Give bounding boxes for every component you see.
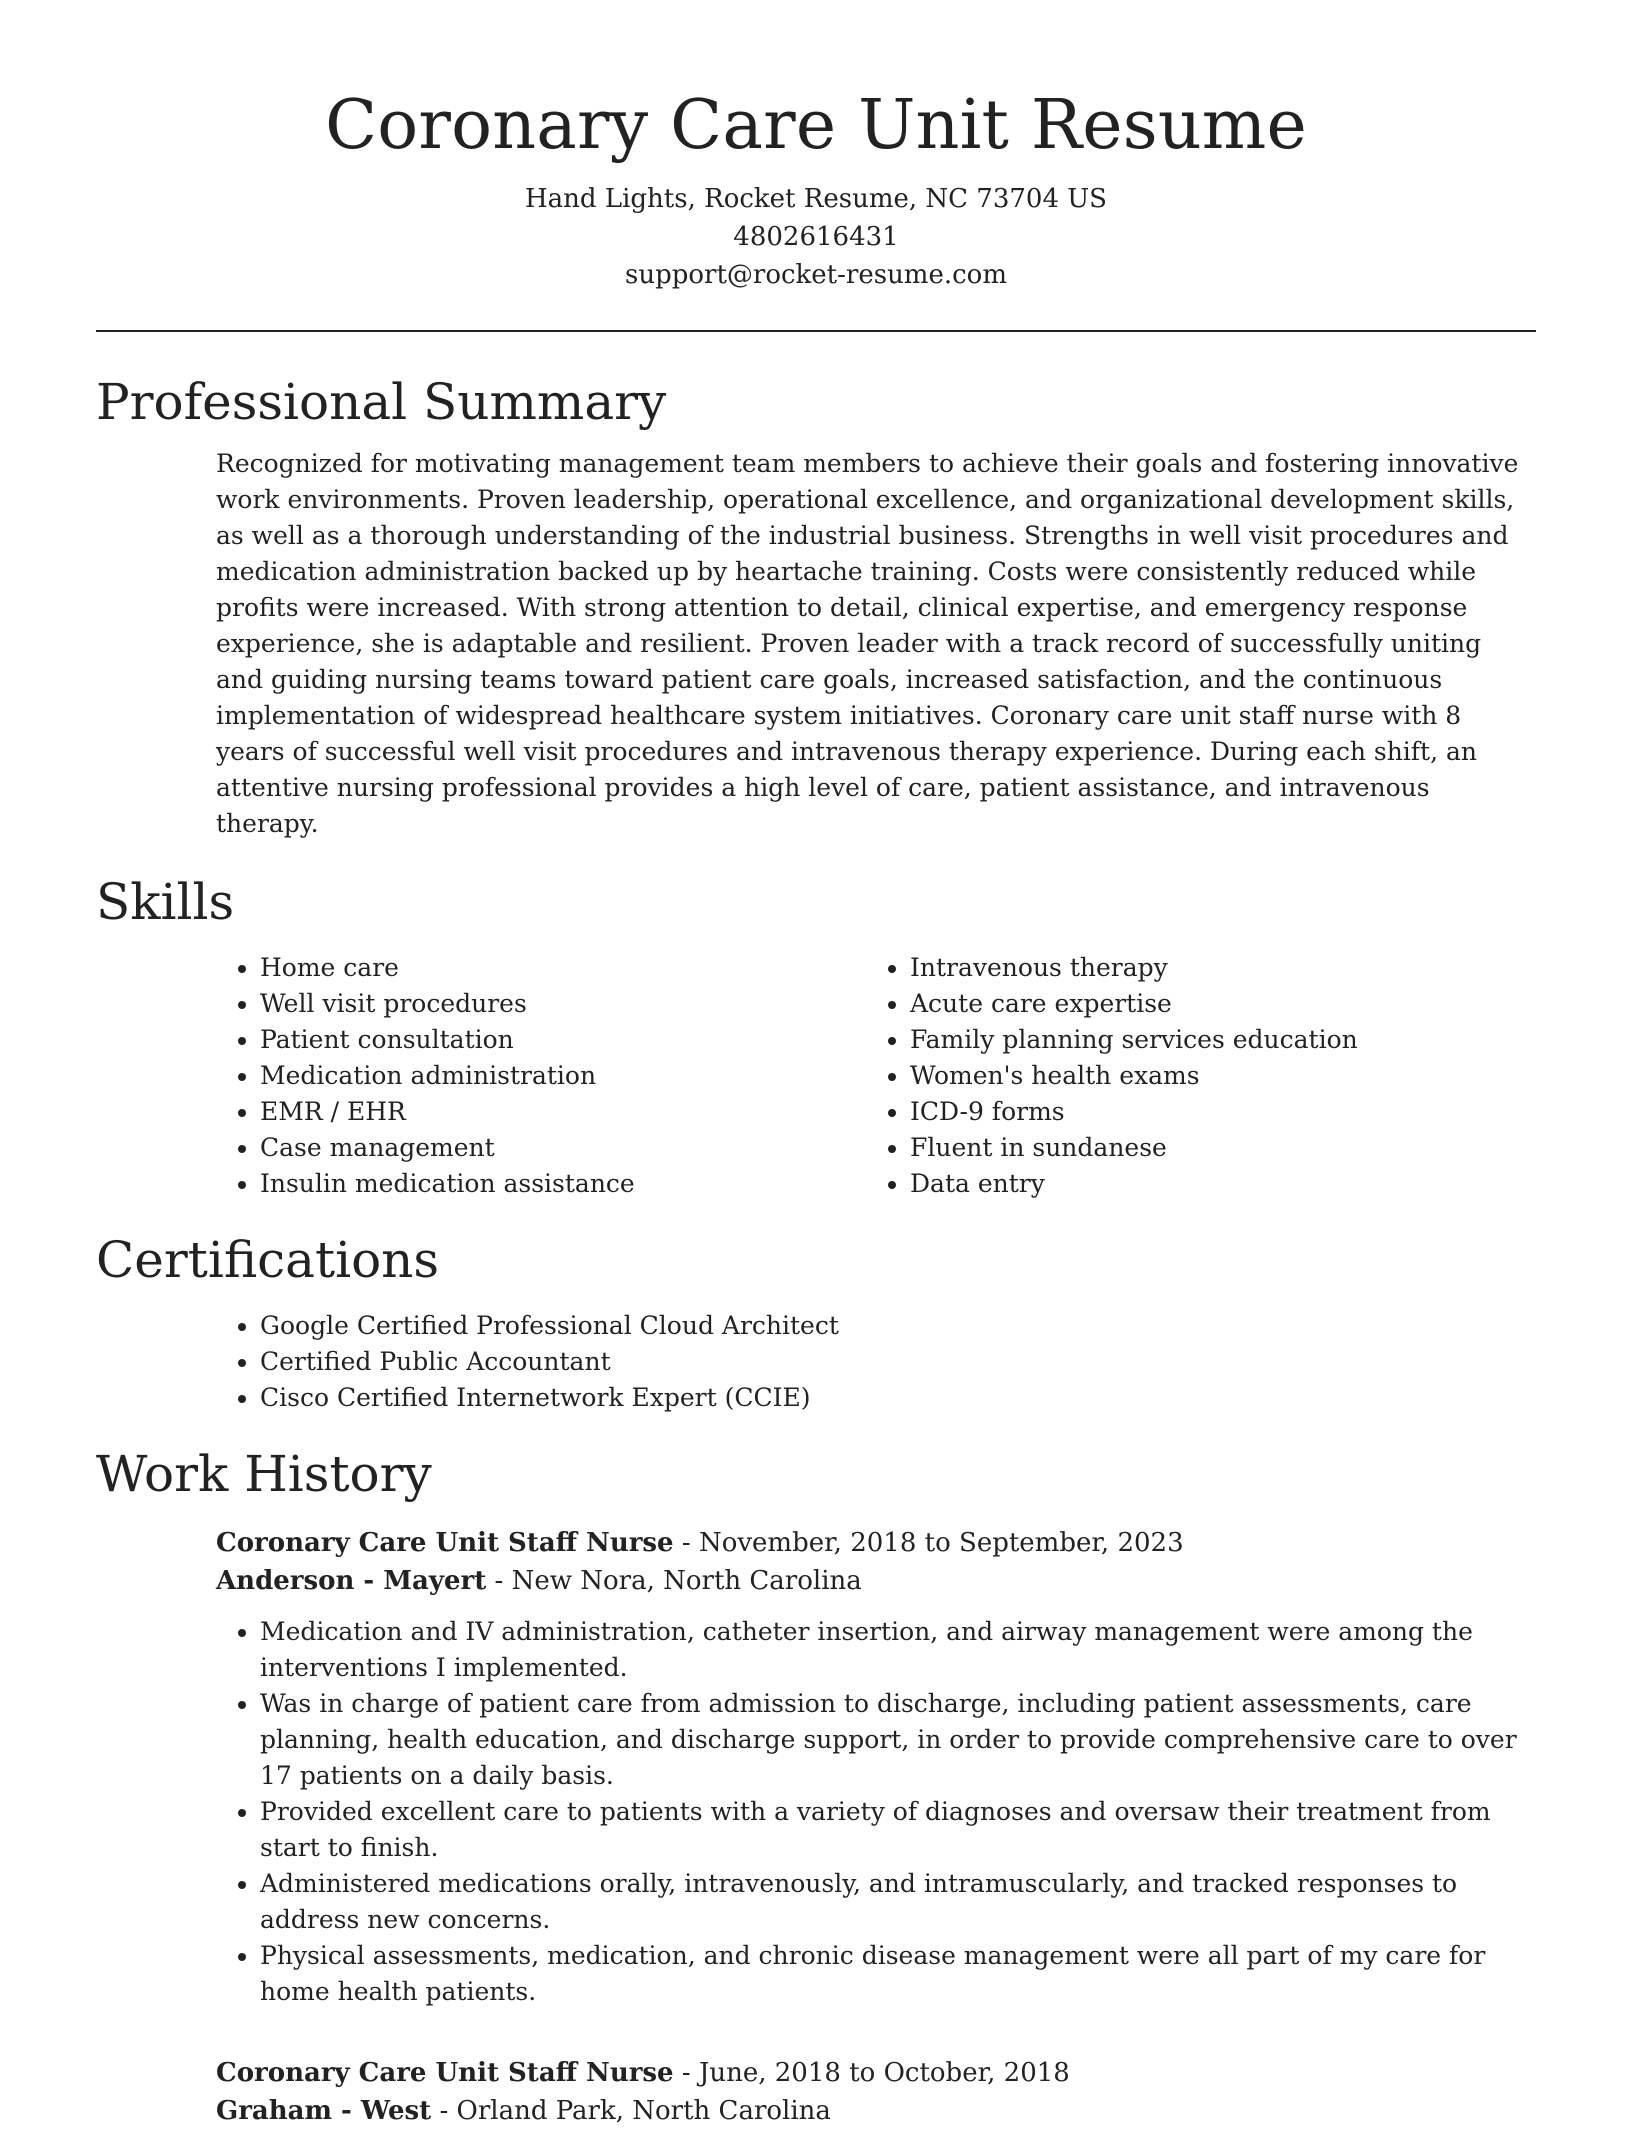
skill-item: • EMR / EHR	[260, 1094, 866, 1130]
separator: -	[673, 1528, 699, 1558]
certification-item: • Certified Public Accountant	[260, 1344, 1536, 1380]
job-title: Coronary Care Unit Staff Nurse	[216, 1528, 674, 1558]
skill-item: • Fluent in sundanese	[910, 1130, 1516, 1166]
resume-title: Coronary Care Unit Resume	[325, 86, 1307, 165]
duty-item: • Medication and IV administration, catheter insertion, and airway management were among the interventions I implemented.	[260, 1614, 1536, 1686]
duty-item: • Provided excellent care to patients with a variety of diagnoses and oversaw their treatment from start to finish.	[260, 1794, 1536, 1866]
skill-item: • Family planning services education	[910, 1022, 1516, 1058]
duty-item: • Physical assessments, medication, and chronic disease management were all part of my care for home health patients.	[260, 1938, 1536, 2010]
job-company-line	[216, 1562, 1536, 1600]
job-title-line	[216, 1524, 1536, 1562]
job-duties	[216, 1614, 1536, 2010]
job-location: New Nora, North Carolina	[511, 1566, 862, 1596]
job-entry	[216, 1524, 1536, 2010]
skill-item: • Data entry	[910, 1166, 1516, 1202]
summary-heading: Professional Summary	[96, 373, 667, 431]
header-divider	[96, 330, 1536, 332]
job-title: Coronary Care Unit Staff Nurse	[216, 2058, 674, 2088]
certifications-section	[96, 1226, 1536, 1416]
job-company-line	[216, 2092, 1536, 2130]
contact-email: support@rocket-resume.com	[624, 260, 1007, 290]
duty-item: • Administered medications orally, intravenously, and intramuscularly, and tracked responses to address new concerns.	[260, 1866, 1536, 1938]
contact-phone: 4802616431	[733, 222, 899, 252]
job-dates: June, 2018 to October, 2018	[698, 2058, 1070, 2088]
skill-item: • Patient consultation	[260, 1022, 866, 1058]
summary-text: Recognized for motivating management team members to achieve their goals and fostering innovative work environments. Proven leadership, operational excellence, and organizational development skills, as well as a thorough understanding of the industrial business. Strengths in well visit procedures and medication administration backed up by heartache training. Costs were consistently reduced while profits were increased. With strong attention to detail, clinical expertise, and emergency response experience, she is adaptable and resilient. Proven leader with a track record of successfully uniting and guiding nursing teams toward patient care goals, increased satisfaction, and the continuous implementation of widespread healthcare system initiatives. Coronary care unit staff nurse with 8 years of successful well visit procedures and intravenous therapy experience. During each shift, an attentive nursing professional provides a high level of care, patient assistance, and intravenous therapy.	[216, 449, 1519, 838]
skill-item: • Acute care expertise	[910, 986, 1516, 1022]
job-title-line	[216, 2054, 1536, 2092]
separator: -	[431, 2096, 457, 2126]
separator: -	[673, 2058, 699, 2088]
work-history-section	[96, 1440, 1536, 2130]
certifications-list	[216, 1308, 1536, 1416]
certifications-heading: Certifications	[96, 1231, 440, 1289]
resume-header	[96, 0, 1536, 294]
skills-section	[96, 868, 1536, 1202]
skill-item: • Home care	[260, 950, 866, 986]
separator: -	[486, 1566, 512, 1596]
job-company: Anderson - Mayert	[216, 1566, 487, 1596]
skill-item: • Insulin medication assistance	[260, 1166, 866, 1202]
skill-item: • Case management	[260, 1130, 866, 1166]
job-dates: November, 2018 to September, 2023	[698, 1528, 1184, 1558]
skills-grid	[216, 950, 1536, 1202]
certification-item: • Google Certified Professional Cloud Architect	[260, 1308, 1536, 1344]
summary-section	[96, 368, 1536, 842]
certification-item: • Cisco Certified Internetwork Expert (CCIE)	[260, 1380, 1536, 1416]
work-history-heading: Work History	[96, 1445, 432, 1503]
job-company: Graham - West	[216, 2096, 432, 2126]
job-location: Orland Park, North Carolina	[456, 2096, 831, 2126]
contact-address: Hand Lights, Rocket Resume, NC 73704 US	[525, 184, 1107, 214]
skills-column-left	[216, 950, 866, 1202]
job-entry	[216, 2054, 1536, 2130]
skill-item: • Well visit procedures	[260, 986, 866, 1022]
duty-item: • Was in charge of patient care from admission to discharge, including patient assessments, care planning, health education, and discharge support, in order to provide comprehensive care to over 17 patients on a daily basis.	[260, 1686, 1536, 1794]
skill-item: • Medication administration	[260, 1058, 866, 1094]
skill-item: • ICD-9 forms	[910, 1094, 1516, 1130]
skill-item: • Intravenous therapy	[910, 950, 1516, 986]
skills-heading: Skills	[96, 873, 235, 931]
skills-column-right	[866, 950, 1516, 1202]
contact-block	[96, 180, 1536, 294]
skill-item: • Women's health exams	[910, 1058, 1516, 1094]
